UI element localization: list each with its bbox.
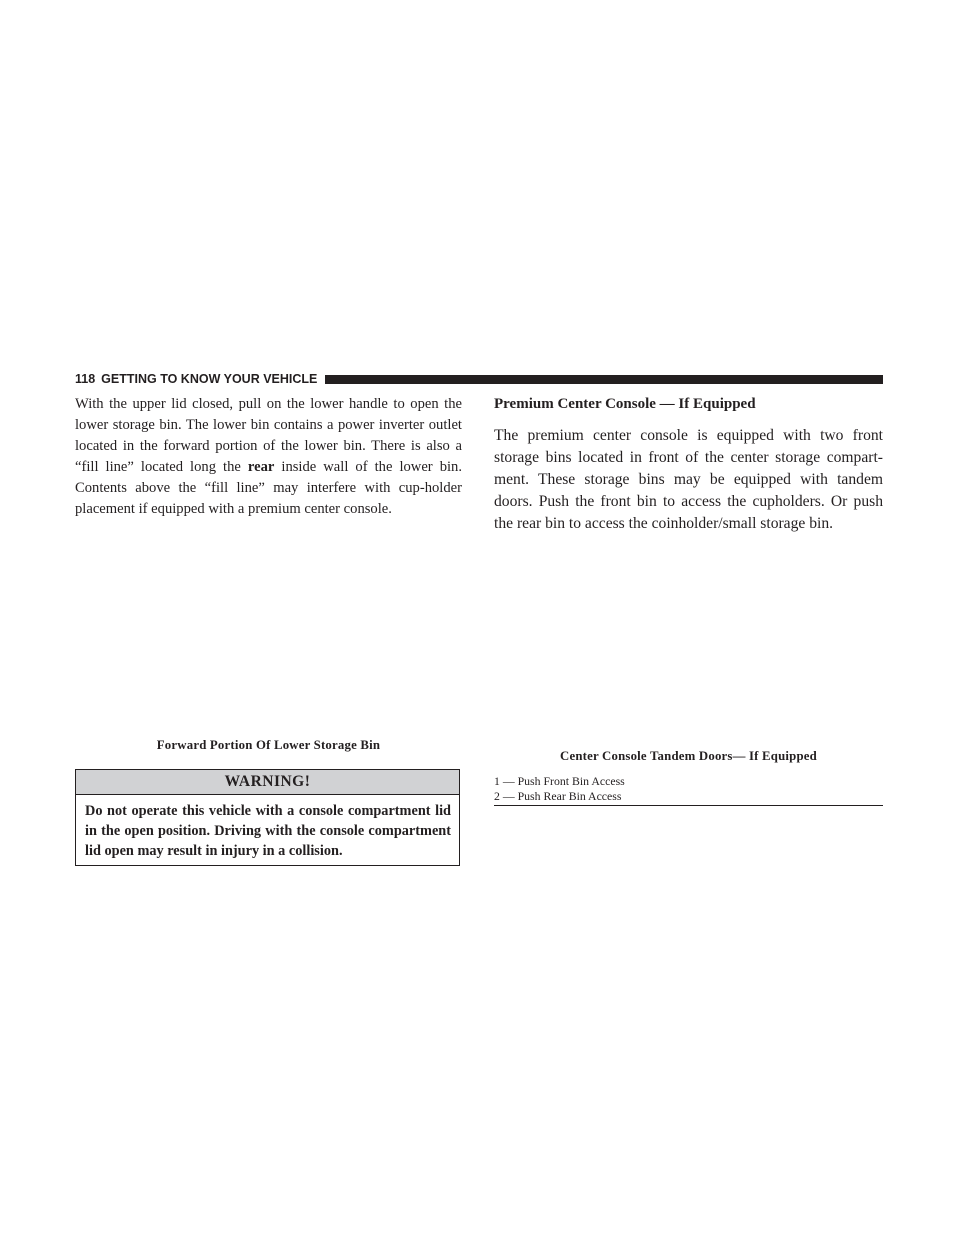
- left-column: [75, 394, 462, 520]
- warning-box: [75, 769, 460, 866]
- figure-caption-tandem-doors: Center Console Tandem Doors— If Equipped: [560, 749, 817, 763]
- legend-item: 2 — Push Rear Bin Access: [494, 788, 622, 803]
- right-column: [494, 394, 883, 535]
- paragraph-bold-word: rear: [247, 459, 275, 475]
- section-title: GETTING TO KNOW YOUR VEHICLE: [101, 372, 318, 386]
- warning-text: Do not operate this vehicle with a console compartment lid in the open position. Driving with the console compartment lid open may result in injury in a collision.: [85, 803, 451, 859]
- premium-console-paragraph: The premium center console is equipped with two front storage bins located in front of the center storage compart-ment. These storage bins may be equipped with tandem doors. Push the front bin to access the cupholders. Or push the rear bin to access the coinholder/small storage bin.: [494, 427, 883, 532]
- figure-caption-lower-bin: Forward Portion Of Lower Storage Bin: [156, 738, 381, 752]
- premium-console-heading: Premium Center Console — If Equipped: [494, 396, 756, 412]
- page-header: [75, 371, 883, 387]
- paragraph-text-before: With the upper lid closed, pull on the lower handle to open the lower storage bin. The lower bin contains a power inverter outlet located in the forward portion of the lower bin. There is also a “fill line” located long the: [75, 396, 462, 475]
- page-number: 118: [75, 372, 96, 386]
- warning-title: WARNING!: [76, 770, 459, 795]
- header-rule: [325, 375, 883, 384]
- legend-rule: [494, 805, 883, 806]
- lower-bin-paragraph: [75, 394, 462, 520]
- figure-legend: [494, 774, 883, 806]
- paragraph-text-after: inside wall of the lower bin. Contents above the “fill line” may interfere with cup-holder placement if equipped with a premium center console.: [75, 459, 462, 517]
- legend-item: 1 — Push Front Bin Access: [494, 774, 625, 788]
